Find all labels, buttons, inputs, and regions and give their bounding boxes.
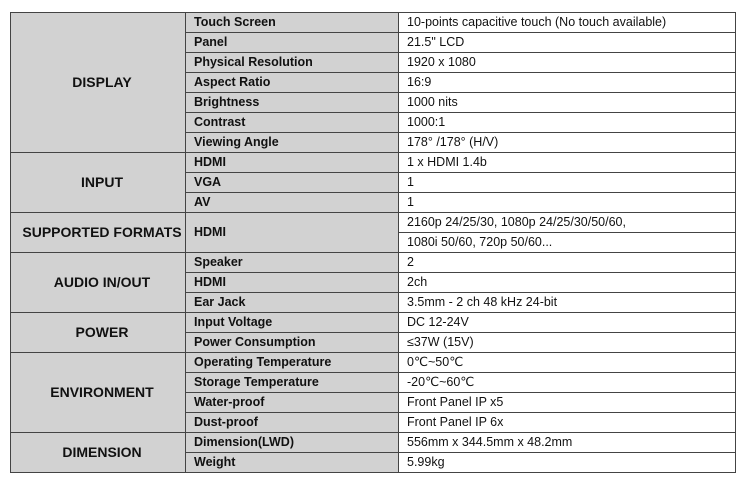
spec-key: Storage Temperature: [186, 373, 399, 393]
spec-value: 10-points capacitive touch (No touch available): [399, 13, 736, 33]
table-row: [11, 253, 736, 273]
spec-value: 0℃~50℃: [399, 353, 736, 373]
spec-key: Dust-proof: [186, 413, 399, 433]
spec-value: 2: [399, 253, 736, 273]
spec-key: VGA: [186, 173, 399, 193]
table-row: [11, 13, 736, 33]
spec-key: AV: [186, 193, 399, 213]
category-audio: AUDIO IN/OUT: [11, 253, 186, 313]
spec-value: 3.5mm - 2 ch 48 kHz 24-bit: [399, 293, 736, 313]
category-dimension: DIMENSION: [11, 433, 186, 473]
spec-value: 5.99kg: [399, 453, 736, 473]
table-row: [11, 353, 736, 373]
spec-key: Brightness: [186, 93, 399, 113]
spec-value: 1: [399, 173, 736, 193]
spec-key: Viewing Angle: [186, 133, 399, 153]
spec-value: -20℃~60℃: [399, 373, 736, 393]
spec-value: 1920 x 1080: [399, 53, 736, 73]
spec-key: Ear Jack: [186, 293, 399, 313]
spec-value: 2ch: [399, 273, 736, 293]
category-input: INPUT: [11, 153, 186, 213]
spec-value: 1000:1: [399, 113, 736, 133]
spec-key: Operating Temperature: [186, 353, 399, 373]
spec-value: ≤37W (15V): [399, 333, 736, 353]
spec-value: 2160p 24/25/30, 1080p 24/25/30/50/60,: [399, 213, 736, 233]
spec-key: Dimension(LWD): [186, 433, 399, 453]
spec-key: Physical Resolution: [186, 53, 399, 73]
spec-value: DC 12-24V: [399, 313, 736, 333]
spec-key: Water-proof: [186, 393, 399, 413]
table-row: [11, 433, 736, 453]
category-supported-formats: SUPPORTED FORMATS: [11, 213, 186, 253]
spec-key: Contrast: [186, 113, 399, 133]
spec-value: 1 x HDMI 1.4b: [399, 153, 736, 173]
spec-key: Power Consumption: [186, 333, 399, 353]
table-row: [11, 213, 736, 233]
spec-value: 178° /178° (H/V): [399, 133, 736, 153]
spec-key: Panel: [186, 33, 399, 53]
category-power: POWER: [11, 313, 186, 353]
spec-key: Touch Screen: [186, 13, 399, 33]
spec-value: 16:9: [399, 73, 736, 93]
spec-table: [10, 12, 736, 473]
spec-table-container: [10, 12, 736, 473]
spec-key: Weight: [186, 453, 399, 473]
spec-key: Input Voltage: [186, 313, 399, 333]
spec-key: HDMI: [186, 213, 399, 253]
spec-value: 1080i 50/60, 720p 50/60...: [399, 233, 736, 253]
table-row: [11, 313, 736, 333]
category-display: DISPLAY: [11, 13, 186, 153]
spec-value: 21.5" LCD: [399, 33, 736, 53]
table-row: [11, 153, 736, 173]
spec-value: 1: [399, 193, 736, 213]
spec-value: 556mm x 344.5mm x 48.2mm: [399, 433, 736, 453]
spec-key: Aspect Ratio: [186, 73, 399, 93]
spec-value: 1000 nits: [399, 93, 736, 113]
spec-value: Front Panel IP 6x: [399, 413, 736, 433]
spec-key: Speaker: [186, 253, 399, 273]
category-environment: ENVIRONMENT: [11, 353, 186, 433]
spec-key: HDMI: [186, 153, 399, 173]
spec-key: HDMI: [186, 273, 399, 293]
spec-value: Front Panel IP x5: [399, 393, 736, 413]
